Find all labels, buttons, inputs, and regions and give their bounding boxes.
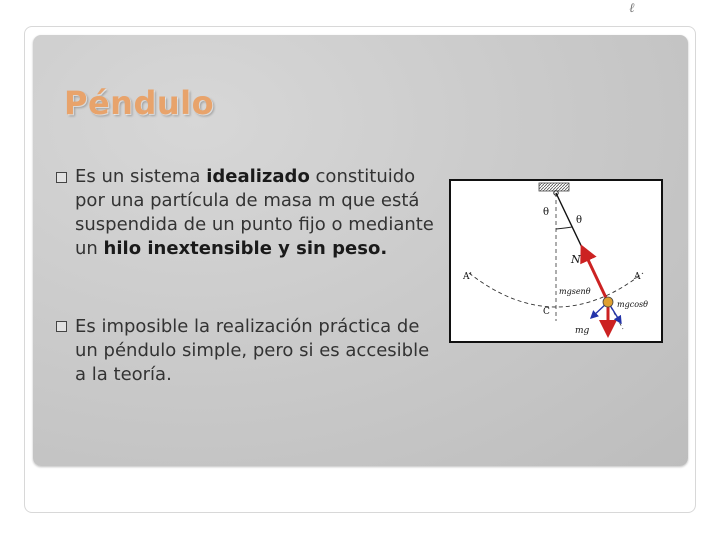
bullet1-mid: constituido por una partícula de masa m que está suspendida de un punto fijo o mediante un — [75, 166, 434, 259]
bullet-marker-icon — [56, 321, 67, 332]
label-theta-side: θ — [576, 215, 583, 226]
label-C: C — [543, 307, 550, 317]
label-N: N — [571, 253, 581, 266]
slide-title: Péndulo — [64, 84, 215, 122]
label-theta-top: θ — [543, 207, 550, 218]
pendulum-diagram-svg — [451, 181, 661, 341]
bullet-practical: Es imposible la realización práctica de un péndulo simple, pero si es accesible a la teoría. — [75, 316, 430, 385]
bullet1-bold2: hilo inextensible y sin peso. — [103, 238, 388, 259]
label-mgsen: mgsenθ — [559, 287, 591, 296]
pendulum-diagram — [449, 179, 663, 343]
label-mg: mg — [575, 326, 590, 336]
label-A-prime: A' — [463, 272, 472, 282]
bullet1-bold1: idealizado — [206, 166, 310, 187]
bullet-definition — [75, 165, 445, 261]
support-ceiling — [539, 183, 569, 191]
angle-arc — [556, 227, 572, 229]
label-mgcos: mgcosθ — [617, 300, 648, 309]
pendulum-bob — [603, 297, 613, 307]
bullet1-lead: Es un sistema — [75, 166, 207, 187]
label-A: A — [634, 272, 641, 282]
corner-mark: ℓ — [629, 1, 635, 16]
bullet-marker-icon — [56, 172, 67, 183]
